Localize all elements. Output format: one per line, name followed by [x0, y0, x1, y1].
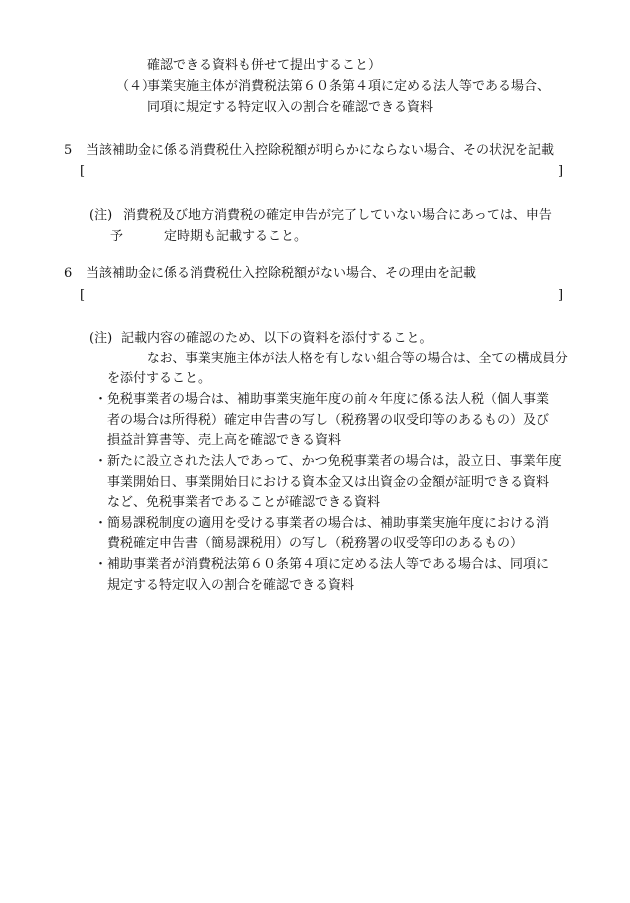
bullet-1-line2: 者の場合は所得税）確定申告書の写し（税務署の収受印等のあるもの）及び: [107, 413, 550, 428]
bullet-2-mark: ・: [94, 454, 108, 469]
section6-bracket-open: [: [80, 288, 86, 303]
bullet-2-line3: など、免税事業者であることが確認できる資料: [107, 495, 381, 510]
section5-note-label: (注): [89, 208, 113, 223]
section6-number: 6: [64, 266, 73, 281]
item4-line1: 事業実施主体が消費税法第６０条第４項に定める法人等である場合、: [147, 79, 551, 94]
bullet-3-line2: 費税確定申告書（簡易課税用）の写し（税務署の収受等印のあるもの）: [107, 536, 524, 551]
bullet-2-line1: 新たに設立された法人であって、かつ免税事業者の場合は，設立日、事業年度: [107, 454, 562, 469]
bullet-4-mark: ・: [94, 557, 108, 572]
bullet-1-line1: 免税事業者の場合は、補助事業実施年度の前々年度に係る法人税（個人事業: [107, 392, 550, 407]
section6-note-line3: を添付すること。: [107, 371, 212, 386]
bullet-3-mark: ・: [94, 516, 108, 531]
item4-continuation: 確認できる資料も併せて提出すること）: [147, 58, 382, 73]
section5-number: 5: [64, 143, 73, 158]
section5-note-line1: 消費税及び地方消費税の確定申告が完了していない場合にあっては、申告: [123, 208, 552, 223]
section6-note-line1: 記載内容の確認のため、以下の資料を添付すること。: [121, 331, 433, 346]
bullet-1-line3: 損益計算書等、売上高を確認できる資料: [107, 433, 342, 448]
section6-title: 当該補助金に係る消費税仕入控除税額がない場合、その理由を記載: [86, 266, 477, 281]
bullet-4-line1: 補助事業者が消費税法第６０条第４項に定める法人等である場合は、同項に: [107, 557, 550, 572]
section5-title: 当該補助金に係る消費税仕入控除税額が明らかにならない場合、その状況を記載: [86, 143, 555, 158]
item4-label: （４）: [116, 79, 156, 94]
bullet-4-line2: 規定する特定収入の割合を確認できる資料: [107, 578, 355, 593]
section5-bracket-close: ]: [558, 164, 564, 179]
section6-note-label: (注): [89, 331, 113, 346]
section5-note-line2b: 定時期も記載すること。: [164, 229, 308, 244]
section6-bracket-close: ]: [558, 288, 564, 303]
bullet-3-line1: 簡易課税制度の適用を受ける事業者の場合は、補助事業実施年度における消: [107, 516, 550, 531]
bullet-2-line2: 事業開始日、事業開始日における資本金又は出資金の金額が証明できる資料: [107, 475, 550, 490]
section6-note-line2: なお、事業実施主体が法人格を有しない組合等の場合は、全ての構成員分: [147, 351, 568, 366]
section5-note-line2a: 予: [110, 229, 124, 244]
bullet-1-mark: ・: [94, 392, 108, 407]
section5-bracket-open: [: [80, 164, 86, 179]
item4-line2: 同項に規定する特定収入の割合を確認できる資料: [147, 100, 434, 115]
